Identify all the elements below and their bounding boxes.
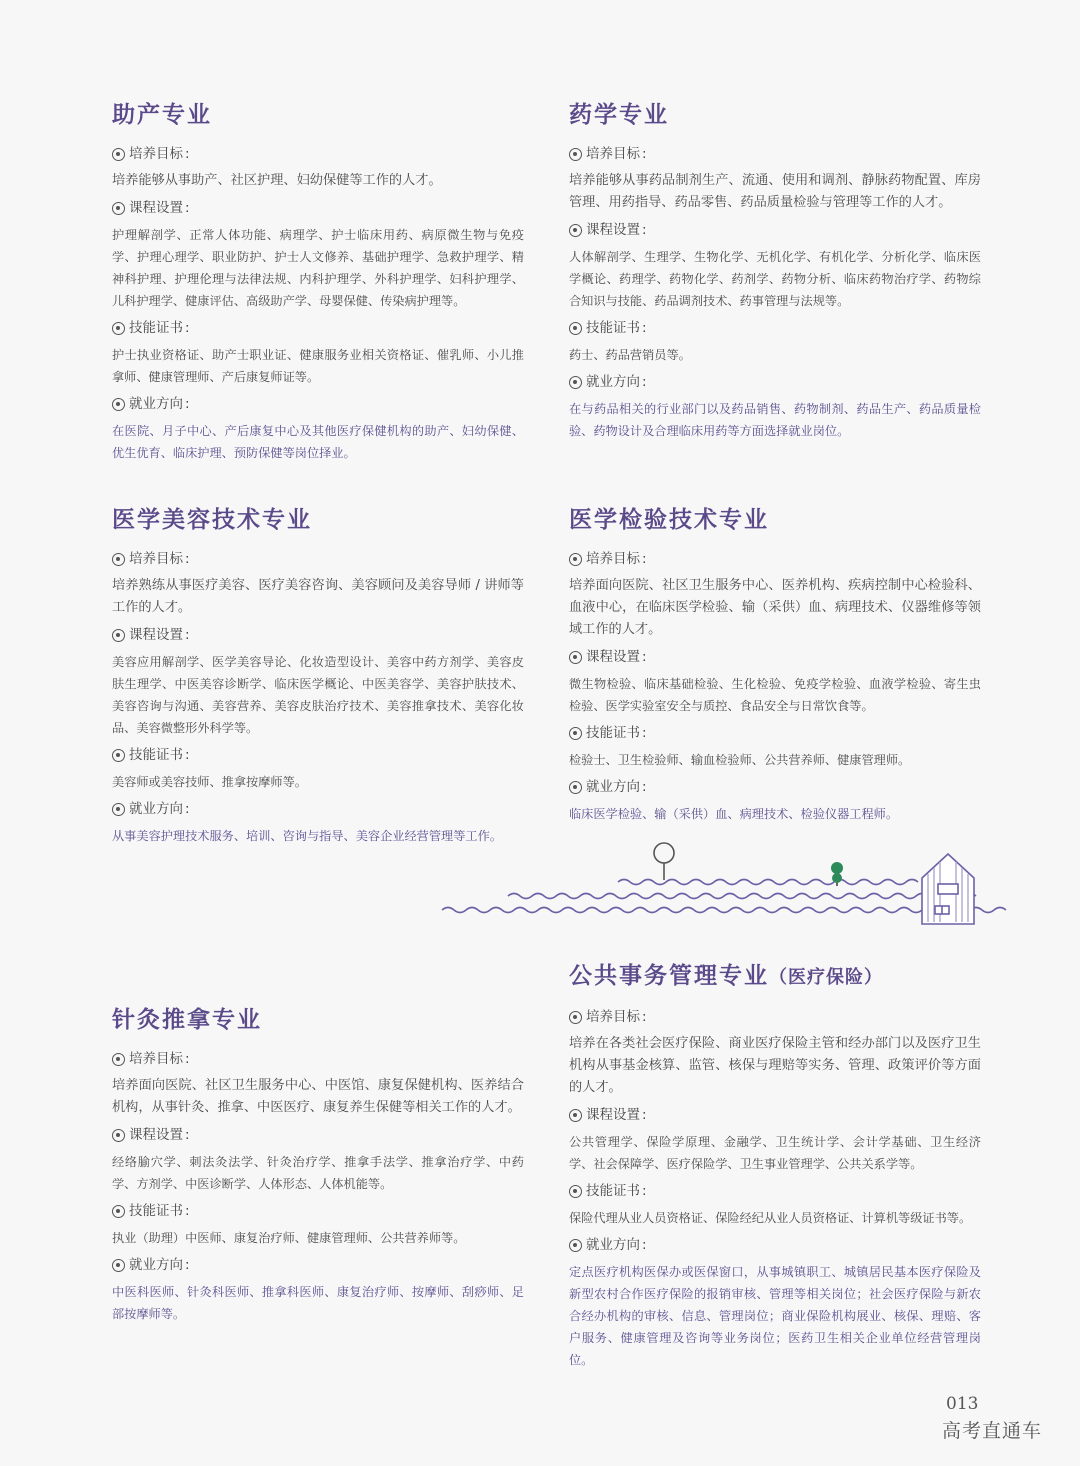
circle-bullet-icon <box>112 1129 125 1142</box>
section-label-certs: 技能证书 : <box>112 1201 524 1221</box>
section-label-goal: 培养目标 : <box>569 549 981 569</box>
goal-text: 培养能够从事药品制剂生产、流通、使用和调剂、静脉药物配置、库房管理、用药指导、药品零售、药品质量检验与管理等工作的人才。 <box>569 173 981 210</box>
career-text: 从事美容护理技术服务、培训、咨询与指导、美容企业经营管理等工作。 <box>112 829 502 843</box>
circle-bullet-icon <box>112 803 125 816</box>
brand-watermark: 高考直通车 <box>942 1420 1043 1442</box>
certs-text: 美容师或美容技师、推拿按摩师等。 <box>112 775 307 789</box>
major-title: 针灸推拿专业 <box>112 1006 262 1033</box>
landscape-illustration <box>438 838 1028 930</box>
career-text: 中医科医师、针灸科医师、推拿科医师、康复治疗师、按摩师、刮痧师、足部按摩师等。 <box>112 1285 524 1321</box>
section-label-certs: 技能证书 : <box>569 318 981 338</box>
section-label-certs: 技能证书 : <box>569 723 981 743</box>
major-title-sub: （医疗保险） <box>769 967 883 988</box>
circle-bullet-icon <box>569 1011 582 1024</box>
lollipop-tree-icon <box>654 843 674 880</box>
section-label-career: 就业方向 : <box>112 1255 524 1275</box>
circle-bullet-icon <box>569 376 582 389</box>
circle-bullet-icon <box>569 224 582 237</box>
goal-text: 培养面向医院、社区卫生服务中心、中医馆、康复保健机构、医养结合机构，从事针灸、推拿、中医医疗、康复养生保健等相关工作的人才。 <box>112 1078 524 1115</box>
career-text: 在与药品相关的行业部门以及药品销售、药物制剂、药品生产、药品质量检验、药物设计及合理临床用药等方面选择就业岗位。 <box>569 402 981 438</box>
circle-bullet-icon <box>112 1259 125 1272</box>
page-number: 013 <box>946 1394 979 1414</box>
section-label-goal: 培养目标 : <box>569 1007 981 1027</box>
circle-bullet-icon <box>112 749 125 762</box>
section-label-courses: 课程设置 : <box>569 647 981 667</box>
circle-bullet-icon <box>569 1109 582 1122</box>
goal-text: 培养熟练从事医疗美容、医疗美容咨询、美容顾问及美容导师 / 讲师等工作的人才。 <box>112 578 524 615</box>
major-section-midwifery <box>112 100 524 470</box>
circle-bullet-icon <box>569 553 582 566</box>
circle-bullet-icon <box>569 651 582 664</box>
circle-bullet-icon <box>112 629 125 642</box>
major-title: 药学专业 <box>569 101 669 128</box>
courses-text: 经络腧穴学、刺法灸法学、针灸治疗学、推拿手法学、推拿治疗学、中药学、方剂学、中医诊断学、人体形态、人体机能等。 <box>112 1155 524 1191</box>
major-section-pharmacy <box>569 100 981 448</box>
section-label-certs: 技能证书 : <box>112 745 524 765</box>
certs-text: 检验士、卫生检验师、输血检验师、公共营养师、健康管理师。 <box>569 753 911 767</box>
section-label-goal: 培养目标 : <box>569 144 981 164</box>
circle-bullet-icon <box>112 1053 125 1066</box>
wave-line-icon <box>618 880 918 885</box>
section-label-goal: 培养目标 : <box>112 1049 524 1069</box>
section-label-certs: 技能证书 : <box>112 318 524 338</box>
section-label-courses: 课程设置 : <box>569 220 981 240</box>
career-text: 定点医疗机构医保办或医保窗口，从事城镇职工、城镇居民基本医疗保险及新型农村合作医疗保险的报销审核、管理等相关岗位；社会医疗保险与新农合经办机构的审核、信息、管理岗位；商业保险机构展业、核保、理赔、客户服务、健康管理及咨询等业务岗位；医药卫生相关企业单位经营管理岗位。 <box>569 1265 981 1367</box>
major-section-acupuncture <box>112 1005 524 1331</box>
courses-text: 微生物检验、临床基础检验、生化检验、免疫学检验、血液学检验、寄生虫检验、医学实验室安全与质控、食品安全与日常饮食等。 <box>569 677 981 713</box>
courses-text: 美容应用解剖学、医学美容导论、化妆造型设计、美容中药方剂学、美容皮肤生理学、中医美容诊断学、临床医学概论、中医美容学、美容护肤技术、美容咨询与沟通、美容营养、美容皮肤治疗技术、美容推拿技术、美容化妆品、美容微整形外科学等。 <box>112 655 524 735</box>
career-text: 临床医学检验、输（采供）血、病理技术、检验仪器工程师。 <box>569 807 899 821</box>
section-label-certs: 技能证书 : <box>569 1181 981 1201</box>
major-title <box>569 961 981 993</box>
certs-text: 保险代理从业人员资格证、保险经纪从业人员资格证、计算机等级证书等。 <box>569 1211 972 1225</box>
major-section-medical-beauty <box>112 505 524 853</box>
courses-text: 人体解剖学、生理学、生物化学、无机化学、有机化学、分析化学、临床医学概论、药理学、药物化学、药剂学、药物分析、临床药物治疗学、药物综合知识与技能、药品调剂技术、药事管理与法规等。 <box>569 250 981 308</box>
goal-text: 培养在各类社会医疗保险、商业医疗保险主管和经办部门以及医疗卫生机构从事基金核算、监管、核保与理赔等实务、管理、政策评价等方面的人才。 <box>569 1036 981 1095</box>
circle-bullet-icon <box>112 398 125 411</box>
goal-text: 培养面向医院、社区卫生服务中心、医养机构、疾病控制中心检验科、血液中心，在临床医学检验、输（采供）血、病理技术、仪器维修等领域工作的人才。 <box>569 578 981 637</box>
career-text: 在医院、月子中心、产后康复中心及其他医疗保健机构的助产、妇幼保健、优生优育、临床护理、预防保健等岗位择业。 <box>112 424 524 460</box>
major-title: 医学检验技术专业 <box>569 506 769 533</box>
courses-text: 护理解剖学、正常人体功能、病理学、护士临床用药、病原微生物与免疫学、护理心理学、职业防护、护士人文修养、基础护理学、急救护理学、精神科护理、护理伦理与法律法规、内科护理学、外科护理学、妇科护理学、儿科护理学、健康评估、高级助产学、母婴保健、传染病护理等。 <box>112 228 524 308</box>
major-title-main: 公共事务管理专业 <box>569 962 769 989</box>
circle-bullet-icon <box>569 322 582 335</box>
section-label-career: 就业方向 : <box>569 372 981 392</box>
circle-bullet-icon <box>569 1185 582 1198</box>
section-label-career: 就业方向 : <box>112 394 524 414</box>
section-label-goal: 培养目标 : <box>112 549 524 569</box>
goal-text: 培养能够从事助产、社区护理、妇幼保健等工作的人才。 <box>112 173 442 188</box>
section-label-career: 就业方向 : <box>569 777 981 797</box>
major-title: 医学美容技术专业 <box>112 506 312 533</box>
section-label-courses: 课程设置 : <box>112 198 524 218</box>
major-title: 助产专业 <box>112 101 212 128</box>
circle-bullet-icon <box>569 727 582 740</box>
section-label-courses: 课程设置 : <box>112 625 524 645</box>
circle-bullet-icon <box>112 322 125 335</box>
major-section-public-affairs <box>569 961 981 1377</box>
section-label-courses: 课程设置 : <box>569 1105 981 1125</box>
section-label-career: 就业方向 : <box>569 1235 981 1255</box>
house-icon <box>922 854 974 924</box>
circle-bullet-icon <box>569 1239 582 1252</box>
section-label-goal: 培养目标 : <box>112 144 524 164</box>
section-label-career: 就业方向 : <box>112 799 524 819</box>
circle-bullet-icon <box>112 553 125 566</box>
courses-text: 公共管理学、保险学原理、金融学、卫生统计学、会计学基础、卫生经济学、社会保障学、医疗保险学、卫生事业管理学、公共关系学等。 <box>569 1135 981 1171</box>
wave-line-icon <box>508 894 976 899</box>
certs-text: 护士执业资格证、助产士职业证、健康服务业相关资格证、催乳师、小儿推拿师、健康管理师、产后康复师证等。 <box>112 348 524 384</box>
circle-bullet-icon <box>112 148 125 161</box>
major-section-lab-medicine <box>569 505 981 831</box>
circle-bullet-icon <box>569 148 582 161</box>
section-label-courses: 课程设置 : <box>112 1125 524 1145</box>
certs-text: 药士、药品营销员等。 <box>569 348 691 362</box>
circle-bullet-icon <box>112 202 125 215</box>
circle-bullet-icon <box>112 1205 125 1218</box>
certs-text: 执业（助理）中医师、康复治疗师、健康管理师、公共营养师等。 <box>112 1231 466 1245</box>
circle-bullet-icon <box>569 781 582 794</box>
